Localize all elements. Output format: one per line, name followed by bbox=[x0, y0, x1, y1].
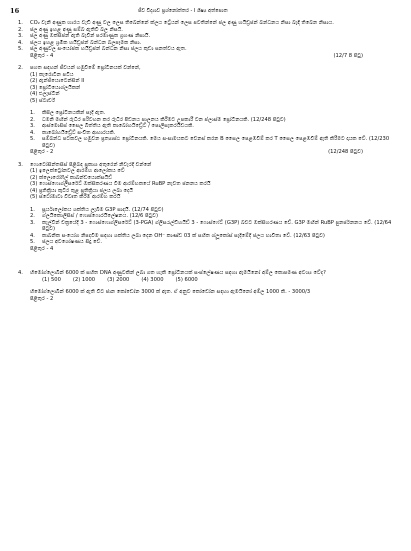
option: (3) ප්‍රෝටියොග්ලයිකන් bbox=[30, 84, 81, 91]
option: (1) ඉලෙක්ට්‍රෝනවල ආරම්භ ආලෝකය වේ bbox=[30, 168, 125, 174]
page-reference: (12/248 පිටුව) bbox=[328, 149, 363, 155]
option: (1) 500 bbox=[42, 276, 61, 283]
answer-line: පිළිතුර - 2 bbox=[30, 295, 54, 302]
question-2 bbox=[18, 65, 399, 156]
option: (4) ප්‍රතික්‍රියා කුටීර තුළ ප්‍රතික්‍රියා ජලය ලබා දෙයි bbox=[30, 187, 134, 194]
option: (3) ෆොස්ෆොග්ලිසරේට් ඔක්සිකරණය වීම ආරම්භකයේ RuBP නැවත ජනනය කරයි bbox=[30, 181, 211, 187]
list-item: 5. ජලය අවශෝෂණය සිදු වේ. bbox=[30, 239, 103, 245]
option: (5) 6000 bbox=[175, 276, 198, 283]
question-4 bbox=[18, 270, 399, 302]
question-3 bbox=[18, 162, 399, 253]
running-title: ජීව විද්‍යාව ප්‍රශ්නෝත්තර - I ශිෂ්‍ය අත්පොත bbox=[138, 8, 228, 14]
question-number: 3. bbox=[18, 161, 23, 168]
option: (1) කැරොටීන පටිය bbox=[30, 71, 74, 78]
option: (5) ස්ටාර්ච් bbox=[30, 97, 56, 104]
question-1-explanations bbox=[18, 20, 399, 59]
list-item: 3. කැල්වින් චක්‍රයේදී 3 - ෆොස්ෆොග්ලිසරේට් (3-PGA) ග්ලිසරැල්ඩිහයිඩ් 3 - ෆොස්ෆේට් (G3P) බවට ඔක්සිහරණය වේ. G3P මඟින් RuBP පුනර්ජනනය වේ. (12/64 පිටුව) bbox=[30, 219, 392, 232]
option: (2) ක්ලොරෝෆිල් කාබන්ඩයොක්සයිඩ් bbox=[30, 174, 113, 181]
question-stem: ෆොටෝසින්තසිස් පිළිබඳ ප්‍රකාශ අතුරෙන් නිවැරදි වන්නේ bbox=[30, 161, 152, 168]
question-number: 2. bbox=[18, 65, 23, 71]
list-item: 4. කාබනික සංයෝග නිපදවීම සඳහා ශක්තිය ලබා දෙන OH⁻ කාණ්ඩ 03 ක් සහිත ග්ලූකෝස් සැදීමේදී ජලය භාවිතා වේ. (12/63 පිටුව) bbox=[30, 232, 325, 239]
list-item: 4. ජලය ඉහළ ශ්‍රමික හයිඩ්‍රජන් බන්ධන බලපෑමක නිසා. bbox=[18, 39, 142, 46]
list-item: 1. කිසිල ප්‍රෝටීනයකින් සෑදී ඇත. bbox=[30, 110, 106, 116]
question-number: 4. bbox=[18, 270, 23, 276]
list-item: 1. CO₂ වැනි අණුක භාරය වැඩි අණු වල ලෙස තිබෙන්නේ ක්ලය ට්‍රේයන් ලෙස පවතින්නේ ජල අණු හයිඩ්‍රජන් බන්ධනය නිසා බැඳී තිබෙන නිසාය. bbox=[18, 20, 334, 26]
option: (4) එලැස්ටින් bbox=[30, 91, 60, 97]
list-item: 2. ග්ලයිකොලිසිස් / ෆොස්ෆොරයිලේෂනය. (12/6 පිටුව) bbox=[30, 213, 158, 219]
list-item: 4. කාබෝහයිඩ්‍රේට් සංචිත ආහාරයකි. bbox=[30, 129, 116, 136]
list-item: 2. ජල අණු ඉහළ අණු සම්බ ඇතිවී බල නිසයි. bbox=[18, 26, 123, 33]
page-header bbox=[0, 7, 411, 17]
page-reference: (12/7 8 පිටු) bbox=[333, 52, 363, 59]
question-stem: හිමෝග්ලොබින් 6000 ක් සහිත DNA අණුවකින් ලබා ගත හැකි ප්‍රෝටීනයක් සංස්ලේෂණය සඳහා ඇමයිනෝ අම්ල කොපමණ අවශ්‍ය වේද? bbox=[30, 270, 326, 276]
list-item: 3. ජල අණු ඔක්සිජන් ඇති බැවින් පරමාණුක ග්‍රහණ නිසායි. bbox=[18, 33, 151, 39]
question-stem: පහත සඳහන් ජීවයන් හමුවීමේ ප්‍රෝටීනයක් වන්නේ, bbox=[30, 65, 141, 71]
list-item: 3. ආස්මොසිස් සෛල බිත්තිය ඇති කාබෝහයිඩ්‍රේට් / පොලිසැකරයිඩයකි. bbox=[30, 123, 194, 129]
list-item: 5. ජල අණුවල සංයෝජක හයිඩ්‍රජන් බන්ධන නිසා ජලය කුඩා ඝනත්වය ඇත. bbox=[18, 46, 187, 52]
list-item: 1. සූර්යාලෝකය ශක්තිය ලැබීම G3P සාදයි. (12/74 පිටුව) bbox=[30, 206, 164, 213]
list-item: 2. ධමනි මඟින් රුධිර පරිවහන කර රුධිර පීඩනය පාලනය කිරීමට උපකාරී වන ප්ලාස්ම ප්‍රෝටීනයකි. (12/248 පිටුව) bbox=[30, 116, 286, 123]
page-content bbox=[18, 20, 399, 302]
list-item: 5. සම්බන්ධ පටකවල හමුවන ප්‍රත්‍යාස්ථ ප්‍රෝටීනයකි. මෙය සංසාමයකට වෙනස් කරන B සෛල පෙළඹවීම් කර T සෛල පෙළඹවීම් ඇති කිරීමට දායක වේ. (12/230 පිටුව) bbox=[30, 136, 390, 149]
option: (2) 1000 bbox=[72, 276, 96, 283]
option: (4) 3000 bbox=[141, 276, 164, 283]
explanation: හිමෝග්ලොබින් 6000 ක් ඇති විට ජාන කෝඩෝන 3000 ක් ඇත. ඒ අනුව කෝඩෝන සඳහා ඇමයිනෝ අම්ල 1000 කි. - 3000/3 bbox=[30, 289, 311, 295]
option: (2) ඇන්ජියොටෙන්සින් II bbox=[30, 78, 85, 84]
option: (5) ස්ටෝමාටා විවෘත කිරීම ආරම්භ කරයි bbox=[30, 194, 121, 200]
option: (3) 2000 bbox=[107, 276, 130, 283]
answer-line: පිළිතුර - 2 bbox=[30, 149, 54, 155]
answer-line: පිළිතුර - 4 bbox=[30, 245, 54, 252]
page-number: 16 bbox=[10, 7, 20, 15]
answer-line: පිළිතුර - 4 bbox=[30, 52, 54, 59]
